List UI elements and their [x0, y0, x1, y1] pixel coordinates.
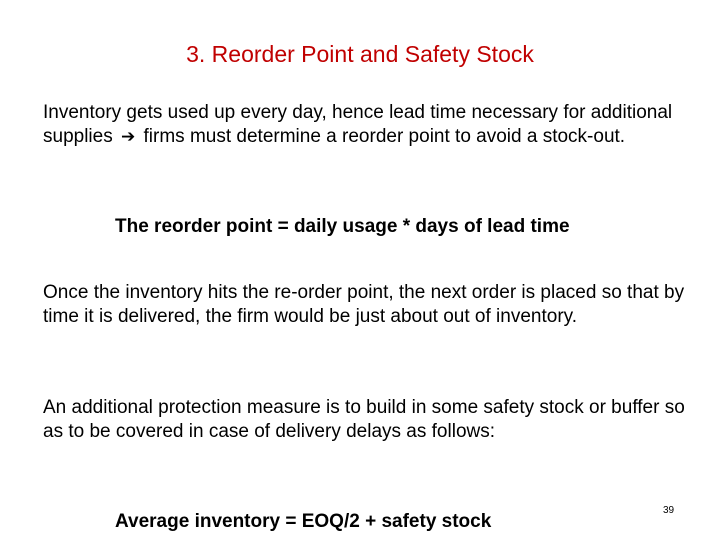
slide-title: 3. Reorder Point and Safety Stock	[186, 41, 534, 67]
average-inventory-formula: Average inventory = EOQ/2 + safety stock	[115, 511, 492, 532]
reorder-point-formula: The reorder point = daily usage * days of lead time	[115, 216, 570, 237]
paragraph-lead-time-end: firms must determine a reorder point to avoid a stock-out.	[138, 126, 626, 147]
paragraph-lead-time	[43, 101, 693, 149]
page-number: 39	[663, 505, 675, 516]
paragraph-safety-stock: An additional protection measure is to build in some safety stock or buffer so as to be covered in case of delivery delays as follows:	[43, 397, 685, 442]
paragraph-reorder-trigger: Once the inventory hits the re-order point, the next order is placed so that by time it is delivered, the firm would be just about out of inventory.	[43, 282, 685, 327]
paragraph-lead-time-start: Inventory gets used up every day, hence lead time necessary for additional supplies	[43, 102, 673, 147]
right-arrow-icon: ➔	[121, 127, 136, 146]
